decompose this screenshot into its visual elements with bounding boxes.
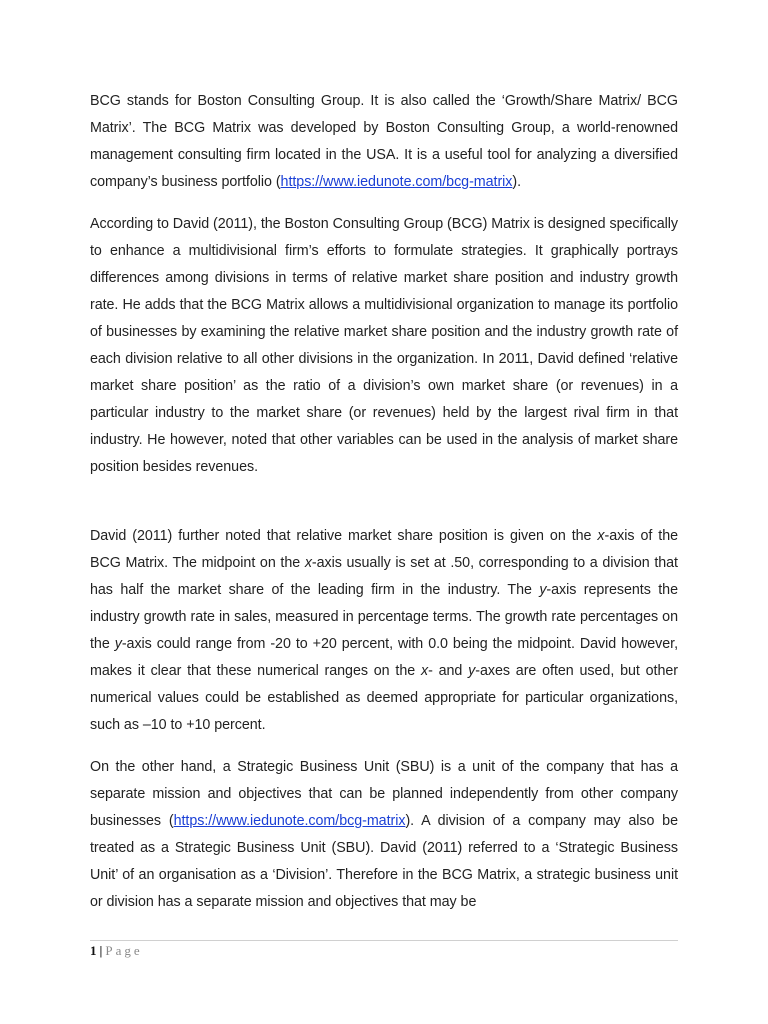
- paragraph-3-text-g: -axes are often used, but other numerical values could be established as deemed appropriate for particular organizations, such as –10 to +10 percent.: [90, 663, 678, 733]
- iedunote-link-2[interactable]: https://www.iedunote.com/bcg-matrix: [173, 813, 406, 829]
- paragraph-3-text-c: -axis usually is set at .50, corresponding to a division that has half the market share of the leading firm in the industry. The: [90, 555, 678, 598]
- paragraph-3-text-a: David (2011) further noted that relative market share position is given on the: [90, 528, 598, 544]
- page-footer: [90, 943, 143, 959]
- footer-divider: [90, 940, 678, 941]
- iedunote-link-1[interactable]: https://www.iedunote.com/bcg-matrix: [280, 174, 513, 190]
- paragraph-2: According to David (2011), the Boston Consulting Group (BCG) Matrix is designed specifically to enhance a multidivisional firm’s efforts to formulate strategies. It graphically portrays differences among divisions in terms of relative market share position and industry growth rate. He adds that the BCG Matrix allows a multidivisional organization to manage its portfolio of businesses by examining the relative market share position and the industry growth rate of each division relative to all other divisions in the organization. In 2011, David defined ‘relative market share position’ as the ratio of a division’s own market share (or revenues) in a particular industry to the market share (or revenues) held by the largest rival firm in that industry. He however, noted that other variables can be used in the analysis of market share position besides revenues.: [90, 216, 678, 475]
- paragraph-3-text-e: -axis could range from -20 to +20 percent, with 0.0 being the midpoint. David however, makes it clear that these numerical ranges on the: [90, 636, 678, 679]
- italic-y: y: [539, 582, 547, 598]
- paragraph-1-text-after: ).: [512, 174, 522, 190]
- paragraph-3: [90, 523, 678, 739]
- paragraph-4-text-before: On the other hand, a Strategic Business Unit (SBU) is a unit of the company that has a separate mission and objectives that can be planned independently from other company businesses (: [90, 759, 678, 829]
- footer-separator: |: [99, 943, 103, 958]
- paragraph-3-text-d: -axis represents the industry growth rate in sales, measured in percentage terms. The growth rate percentages on the: [90, 582, 678, 652]
- italic-y: y: [114, 636, 122, 652]
- paragraph-4-text-after: ). A division of a company may also be treated as a Strategic Business Unit (SBU). David (2011) referred to a ‘Strategic Business Unit’ of an organisation as a ‘Division’. Therefore in the BCG Matrix, a strategic business unit or division has a separate mission and objectives that may be: [90, 813, 678, 910]
- page-label: Page: [105, 943, 143, 958]
- paragraph-3-text-f: - and: [428, 663, 469, 679]
- paragraph-4: [90, 754, 678, 916]
- paragraph-1: [90, 88, 678, 196]
- paragraph-3-text-b: -axis of the BCG Matrix. The midpoint on the: [90, 528, 678, 571]
- italic-x: x: [597, 528, 605, 544]
- page-number: 1: [90, 943, 97, 958]
- italic-x: x: [420, 663, 429, 679]
- document-body: [90, 88, 678, 916]
- italic-x: x: [304, 555, 312, 571]
- italic-y: y: [468, 663, 476, 679]
- paragraph-1-text-before: BCG stands for Boston Consulting Group. It is also called the ‘Growth/Share Matrix/ BCG Matrix’. The BCG Matrix was developed by Boston Consulting Group, a world-renowned management consulting firm located in the USA. It is a useful tool for analyzing a diversified company’s business portfolio (: [90, 93, 678, 190]
